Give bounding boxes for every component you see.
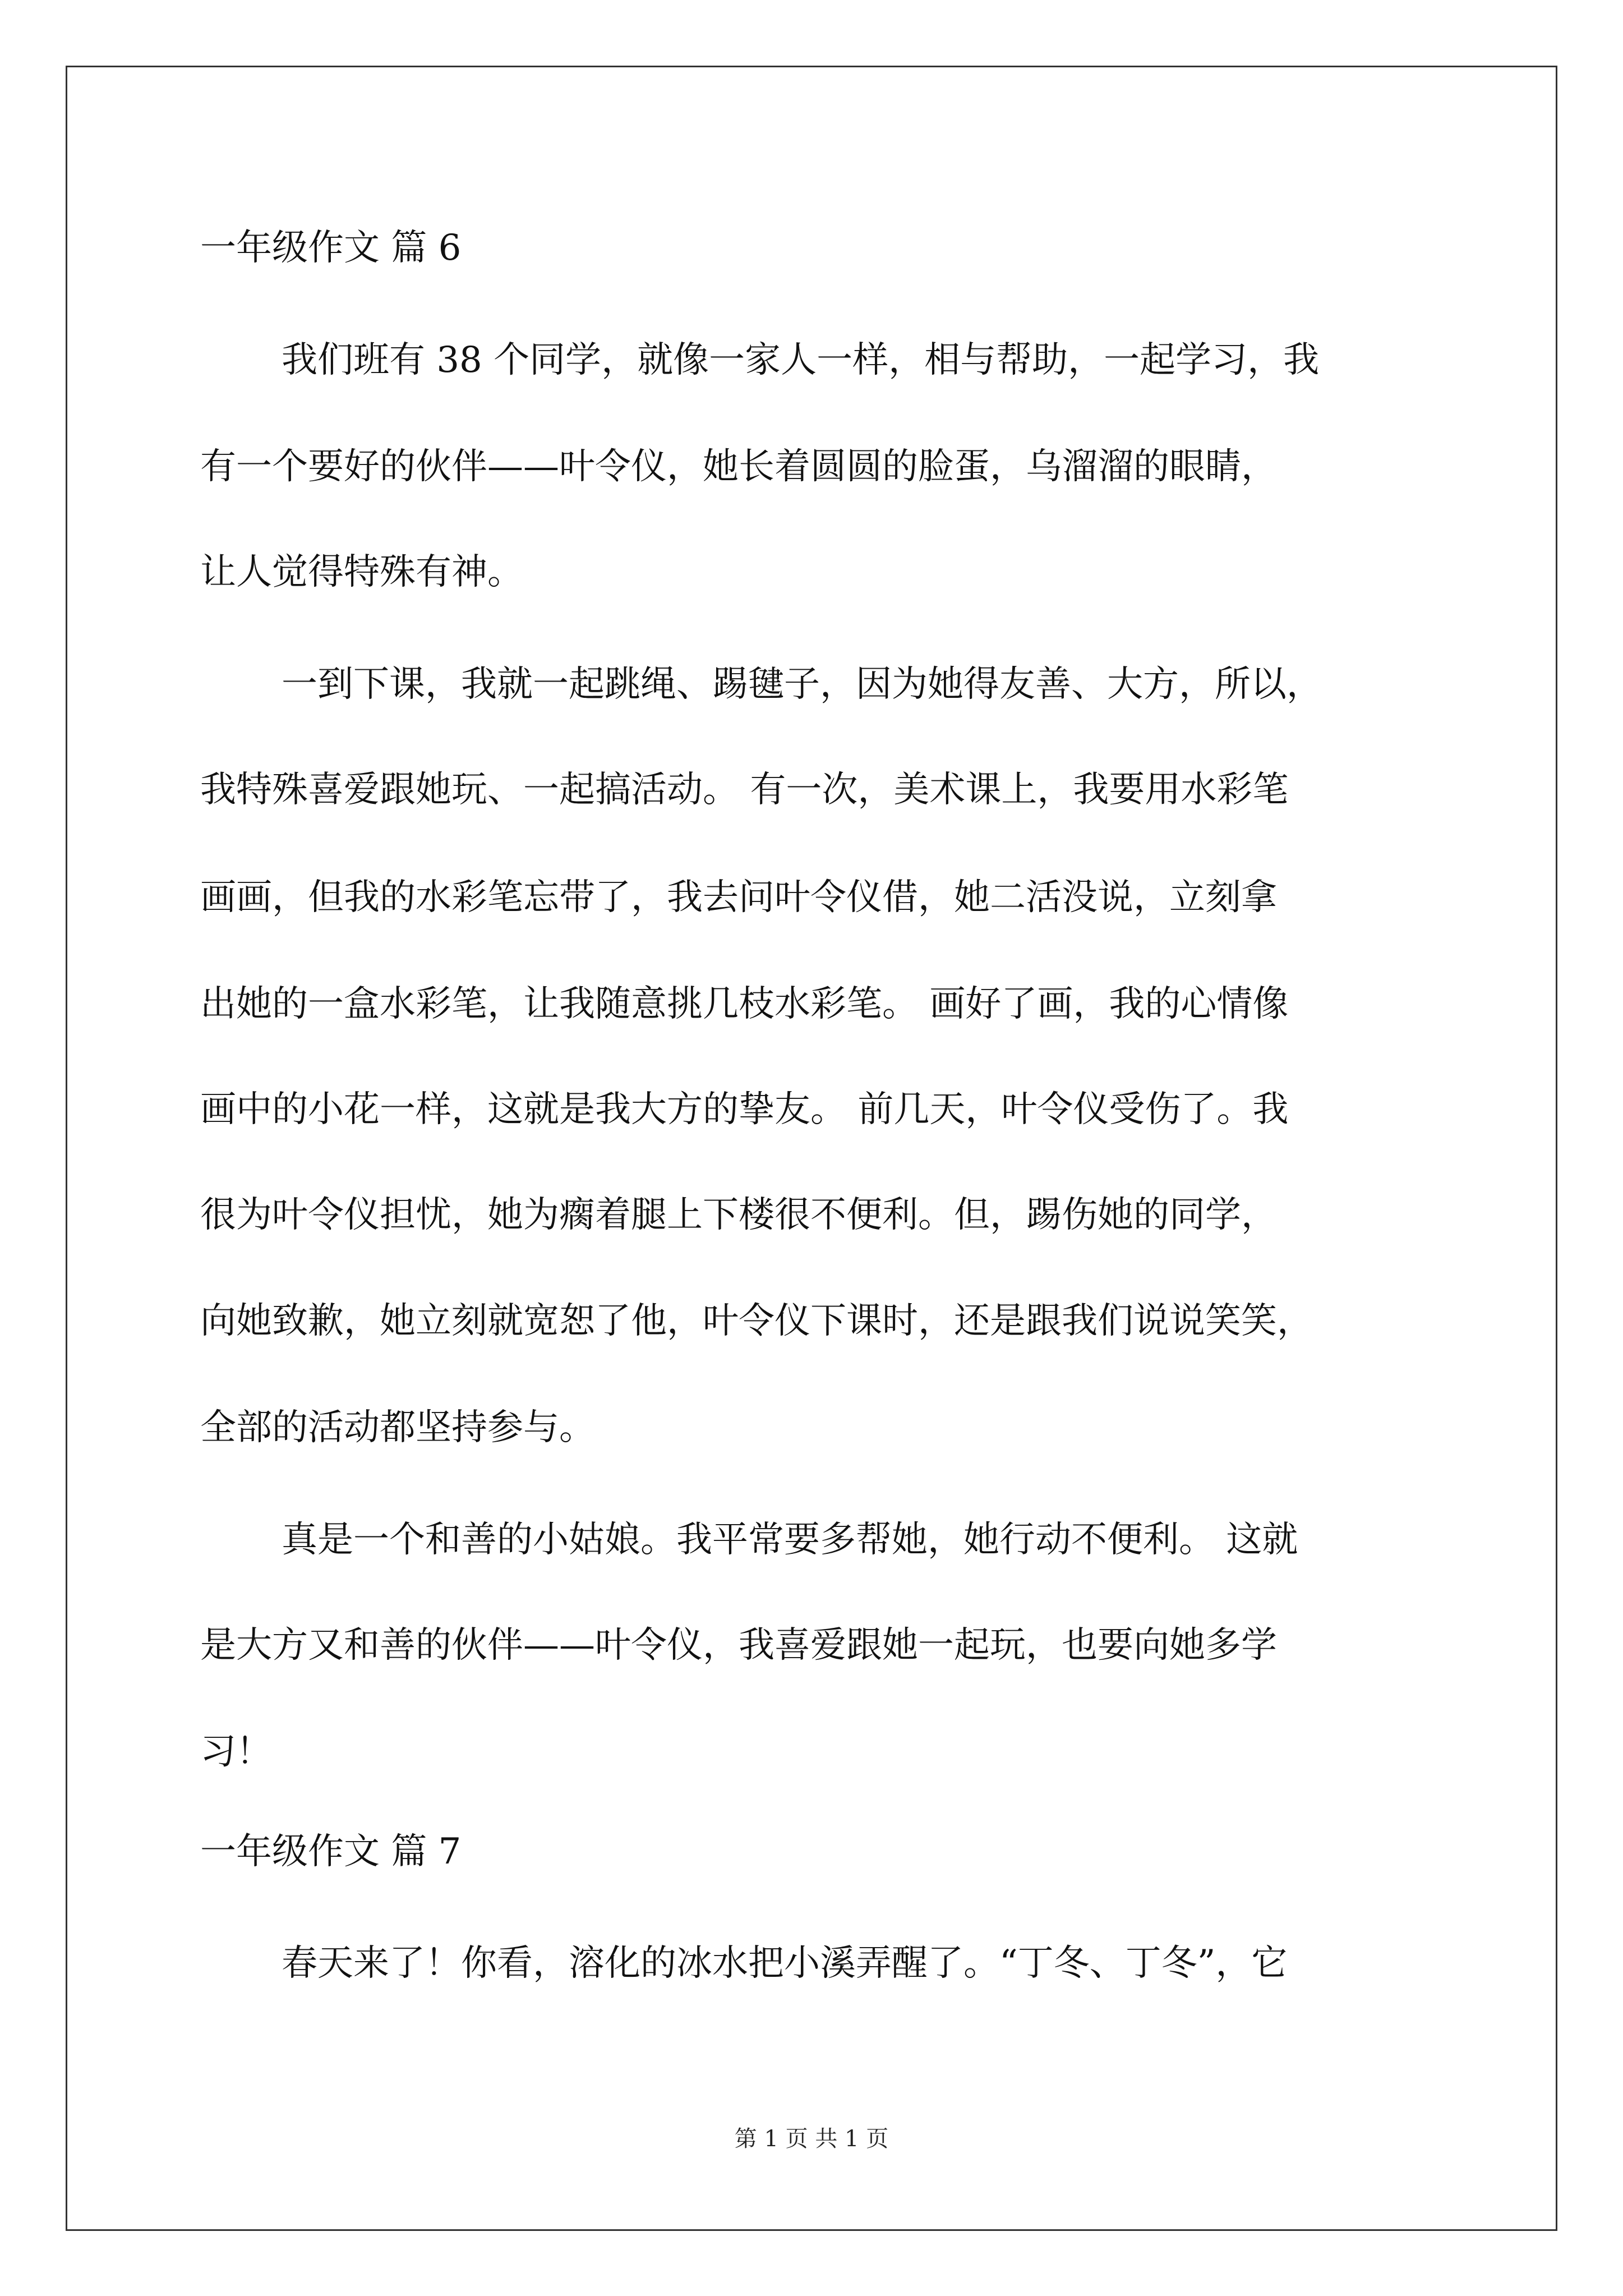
paragraph-line: 我们班有 38 个同学，就像一家人一样，相与帮助，一起学习，我	[282, 339, 1320, 381]
section-heading-7: 一年级作文 篇 7	[200, 1831, 462, 1872]
paragraph-line: 出她的一盒水彩笔，让我随意挑几枝水彩笔。 画好了画，我的心情像	[200, 983, 1289, 1025]
page-footer: 第 1 页 共 1 页	[734, 2126, 889, 2152]
paragraph-line: 一到下课，我就一起跳绳、踢毽子，因为她得友善、大方，所以，	[282, 664, 1322, 705]
page-border	[66, 66, 1557, 2231]
paragraph-line: 全部的活动都坚持参与。	[200, 1407, 595, 1448]
paragraph-line: 我特殊喜爱跟她玩、一起搞活动。 有一次，美术课上，我要用水彩笔	[200, 769, 1289, 811]
paragraph-line: 是大方又和善的伙伴——叶令仪，我喜爱跟她一起玩，也要向她多学	[200, 1625, 1277, 1666]
paragraph-line: 让人觉得特殊有神。	[200, 551, 523, 593]
paragraph-line: 真是一个和善的小姑娘。我平常要多帮她，她行动不便利。 这就	[282, 1519, 1298, 1561]
paragraph-line: 画画，但我的水彩笔忘带了，我去问叶令仪借，她二活没说，立刻拿	[200, 877, 1277, 918]
paragraph-line: 有一个要好的伙伴——叶令仪，她长着圆圆的脸蛋，乌溜溜的眼睛，	[200, 446, 1277, 487]
paragraph-line: 习！	[200, 1731, 272, 1773]
paragraph-line: 向她致歉，她立刻就宽恕了他，叶令仪下课时，还是跟我们说说笑笑，	[200, 1300, 1313, 1342]
paragraph-line: 很为叶令仪担忧，她为瘸着腿上下楼很不便利。但，踢伤她的同学，	[200, 1194, 1277, 1236]
section-heading-6: 一年级作文 篇 6	[200, 227, 462, 269]
paragraph-line: 画中的小花一样，这就是我大方的挚友。 前几天，叶令仪受伤了。我	[200, 1089, 1289, 1130]
paragraph-line: 春天来了！你看，溶化的冰水把小溪弄醒了。“丁冬、丁冬”，它	[282, 1943, 1288, 1984]
